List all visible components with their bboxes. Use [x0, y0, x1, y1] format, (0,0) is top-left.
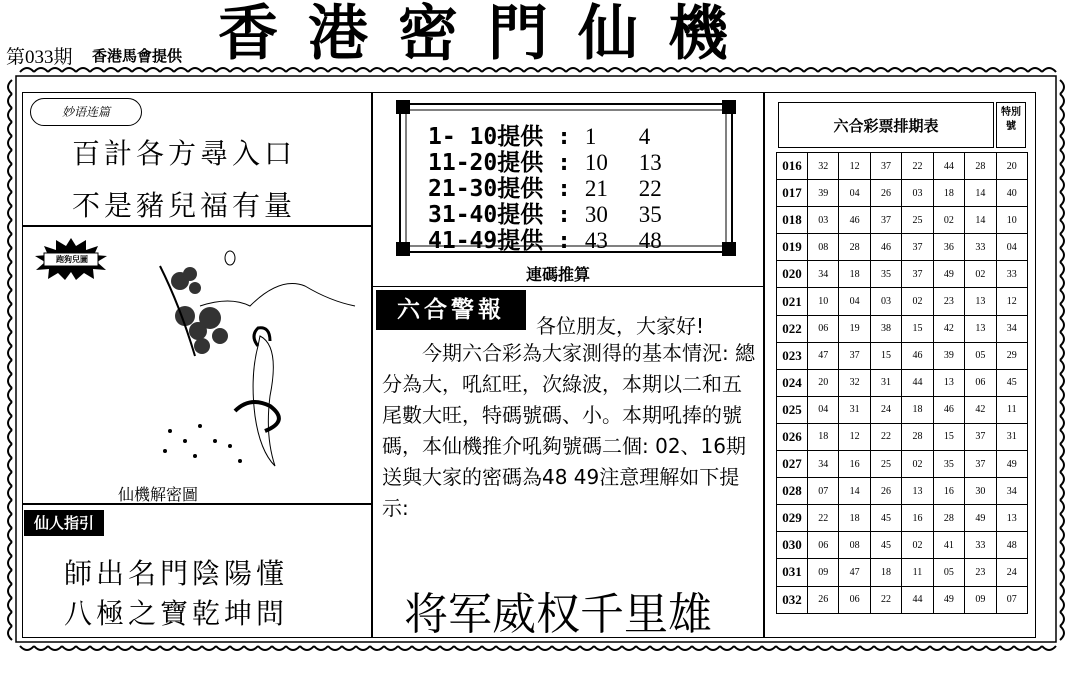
table-cell: 38: [870, 315, 901, 342]
table-cell: 10: [996, 207, 1027, 234]
burst-badge-label: 跑狗兒圖: [56, 255, 88, 264]
provide-num-a: 43: [584, 228, 608, 253]
table-cell: 13: [996, 505, 1027, 532]
table-row: [777, 261, 1028, 288]
table-cell: 49: [996, 451, 1027, 478]
table-cell: 22: [902, 153, 933, 180]
period-id: 021: [777, 288, 808, 315]
table-cell: 16: [902, 505, 933, 532]
table-cell: 36: [933, 234, 964, 261]
table-cell: 11: [996, 396, 1027, 423]
table-cell: 46: [870, 234, 901, 261]
table-cell: 29: [996, 342, 1027, 369]
table-row: [777, 451, 1028, 478]
verse-line-4: 八極之寶乾坤問: [64, 597, 289, 630]
table-cell: 45: [870, 505, 901, 532]
table-cell: 45: [996, 369, 1027, 396]
issue-source: 香港馬會提供: [92, 47, 183, 65]
slogan: 将军威权千里雄: [404, 589, 712, 640]
table-cell: 32: [808, 153, 839, 180]
table-cell: 49: [933, 586, 964, 613]
table-cell: 47: [839, 559, 870, 586]
period-id: 026: [777, 423, 808, 450]
table-cell: 04: [839, 180, 870, 207]
table-row: [777, 180, 1028, 207]
table-cell: 03: [808, 207, 839, 234]
period-id: 019: [777, 234, 808, 261]
period-id: 028: [777, 478, 808, 505]
provide-num-b: 4: [638, 124, 651, 149]
provide-range: 11-20提供: [428, 150, 544, 176]
table-cell: 18: [839, 505, 870, 532]
provide-num-b: 48: [638, 228, 662, 253]
table-cell: 42: [965, 396, 996, 423]
table-cell: 49: [965, 505, 996, 532]
table-cell: 28: [839, 234, 870, 261]
table-cell: 18: [902, 396, 933, 423]
table-row: [777, 288, 1028, 315]
table-cell: 31: [839, 396, 870, 423]
period-id: 024: [777, 369, 808, 396]
provide-colon: :: [557, 150, 571, 176]
table-cell: 15: [870, 342, 901, 369]
period-id: 032: [777, 586, 808, 613]
verse-line-3: 師出名門陰陽懂: [64, 557, 289, 590]
period-id: 023: [777, 342, 808, 369]
table-row: [777, 532, 1028, 559]
table-cell: 22: [870, 423, 901, 450]
provide-num-a: 30: [584, 202, 608, 227]
provide-num-a: 21: [584, 176, 608, 201]
table-cell: 44: [902, 369, 933, 396]
table-cell: 03: [902, 180, 933, 207]
table-row: [777, 207, 1028, 234]
table-cell: 28: [933, 505, 964, 532]
table-cell: 26: [808, 586, 839, 613]
table-title: 六合彩票排期表: [778, 102, 994, 148]
warning-greeting: 各位朋友，大家好!: [536, 314, 705, 338]
table-cell: 31: [996, 423, 1027, 450]
table-cell: 31: [870, 369, 901, 396]
table-cell: 23: [933, 288, 964, 315]
table-cell: 42: [933, 315, 964, 342]
period-id: 017: [777, 180, 808, 207]
table-cell: 35: [933, 451, 964, 478]
table-cell: 04: [839, 288, 870, 315]
table-cell: 46: [839, 207, 870, 234]
table-cell: 37: [965, 423, 996, 450]
period-id: 022: [777, 315, 808, 342]
table-cell: 04: [808, 396, 839, 423]
table-cell: 34: [996, 478, 1027, 505]
table-cell: 18: [839, 261, 870, 288]
table-cell: 09: [965, 586, 996, 613]
provide-colon: :: [557, 228, 571, 254]
table-cell: 13: [965, 315, 996, 342]
table-cell: 19: [839, 315, 870, 342]
table-row: [777, 315, 1028, 342]
table-cell: 08: [839, 532, 870, 559]
table-cell: 07: [808, 478, 839, 505]
provide-num-b: 13: [638, 150, 662, 175]
table-cell: 30: [965, 478, 996, 505]
table-cell: 37: [902, 234, 933, 261]
provide-num-a: 10: [584, 150, 608, 175]
table-cell: 20: [808, 369, 839, 396]
table-cell: 35: [870, 261, 901, 288]
badge-label: 妙语连篇: [30, 98, 142, 126]
table-row: [777, 505, 1028, 532]
table-cell: 39: [808, 180, 839, 207]
table-cell: 02: [933, 207, 964, 234]
table-cell: 22: [808, 505, 839, 532]
period-id: 025: [777, 396, 808, 423]
table-row: [777, 478, 1028, 505]
table-cell: 18: [870, 559, 901, 586]
table-cell: 44: [902, 586, 933, 613]
table-cell: 06: [808, 532, 839, 559]
period-id: 029: [777, 505, 808, 532]
table-cell: 18: [808, 423, 839, 450]
provide-colon: :: [557, 124, 571, 150]
table-row: [777, 234, 1028, 261]
table-cell: 25: [902, 207, 933, 234]
table-cell: 13: [965, 288, 996, 315]
provide-range: 1- 10提供: [428, 124, 544, 150]
table-cell: 15: [933, 423, 964, 450]
table-cell: 11: [902, 559, 933, 586]
table-cell: 37: [965, 451, 996, 478]
table-cell: 02: [902, 532, 933, 559]
table-cell: 02: [965, 261, 996, 288]
table-cell: 03: [870, 288, 901, 315]
table-cell: 34: [808, 261, 839, 288]
table-cell: 12: [839, 423, 870, 450]
table-cell: 18: [933, 180, 964, 207]
table-cell: 12: [839, 153, 870, 180]
provide-num-b: 22: [638, 176, 662, 201]
issue-number: 第033期: [6, 47, 73, 68]
table-cell: 10: [808, 288, 839, 315]
table-cell: 28: [902, 423, 933, 450]
table-cell: 46: [933, 396, 964, 423]
table-cell: 12: [996, 288, 1027, 315]
table-cell: 33: [965, 532, 996, 559]
period-id: 016: [777, 153, 808, 180]
table-cell: 41: [933, 532, 964, 559]
table-cell: 49: [933, 261, 964, 288]
table-cell: 05: [965, 342, 996, 369]
illustration-caption: 仙機解密圖: [118, 485, 199, 504]
table-cell: 07: [996, 586, 1027, 613]
page-title: 香港密門仙機: [218, 0, 758, 69]
table-side-label: 特別號: [996, 102, 1026, 148]
table-cell: 14: [965, 180, 996, 207]
table-cell: 13: [933, 369, 964, 396]
table-cell: 26: [870, 180, 901, 207]
provide-range: 31-40提供: [428, 202, 544, 228]
schedule-table: [776, 152, 1028, 614]
table-row: [777, 559, 1028, 586]
verse-line-1: 百計各方尋入口: [72, 137, 297, 170]
table-cell: 15: [902, 315, 933, 342]
period-id: 030: [777, 532, 808, 559]
table-cell: 34: [808, 451, 839, 478]
provide-range: 21-30提供: [428, 176, 544, 202]
table-cell: 02: [902, 288, 933, 315]
table-cell: 45: [870, 532, 901, 559]
table-cell: 14: [965, 207, 996, 234]
table-cell: 02: [902, 451, 933, 478]
provide-colon: :: [557, 202, 571, 228]
provide-colon: :: [557, 176, 571, 202]
table-cell: 39: [933, 342, 964, 369]
provide-range: 41-49提供: [428, 228, 544, 254]
table-cell: 32: [839, 369, 870, 396]
table-cell: 09: [808, 559, 839, 586]
table-cell: 37: [870, 153, 901, 180]
table-cell: 23: [965, 559, 996, 586]
table-cell: 22: [870, 586, 901, 613]
table-cell: 08: [808, 234, 839, 261]
table-row: [777, 342, 1028, 369]
table-cell: 37: [839, 342, 870, 369]
table-cell: 04: [996, 234, 1027, 261]
table-cell: 37: [870, 207, 901, 234]
table-cell: 33: [965, 234, 996, 261]
table-cell: 06: [839, 586, 870, 613]
period-id: 027: [777, 451, 808, 478]
middle-divider: [372, 286, 764, 287]
table-cell: 44: [933, 153, 964, 180]
warning-body: 今期六合彩為大家測得的基本情況: 總分為大，吼紅旺，次綠波，本期以二和五尾數大旺，特碼號碼、小。本期吼捧的號碼，本仙機推介吼夠號碼二個: 02、16期送與大家的密碼為48 49注意理解如下提示:: [382, 341, 756, 520]
table-cell: 06: [965, 369, 996, 396]
table-row: [777, 153, 1028, 180]
table-cell: 24: [996, 559, 1027, 586]
table-cell: 13: [902, 478, 933, 505]
provide-num-b: 35: [638, 202, 662, 227]
table-row: [777, 423, 1028, 450]
table-cell: 16: [839, 451, 870, 478]
period-id: 018: [777, 207, 808, 234]
table-row: [777, 369, 1028, 396]
provide-row: [428, 222, 662, 255]
table-row: [777, 586, 1028, 613]
guide-label: 仙人指引: [24, 510, 104, 536]
table-cell: 34: [996, 315, 1027, 342]
provide-footer: 連碼推算: [526, 265, 591, 284]
table-cell: 40: [996, 180, 1027, 207]
table-cell: 33: [996, 261, 1027, 288]
illustration-image: [140, 246, 360, 476]
table-cell: 46: [902, 342, 933, 369]
verse-line-2: 不是豬兒福有量: [72, 189, 297, 222]
table-cell: 05: [933, 559, 964, 586]
table-cell: 20: [996, 153, 1027, 180]
table-cell: 37: [902, 261, 933, 288]
table-cell: 24: [870, 396, 901, 423]
table-cell: 14: [839, 478, 870, 505]
table-cell: 25: [870, 451, 901, 478]
table-cell: 28: [965, 153, 996, 180]
warning-label: 六合警報: [376, 290, 526, 330]
table-cell: 47: [808, 342, 839, 369]
table-cell: 26: [870, 478, 901, 505]
table-cell: 16: [933, 478, 964, 505]
provide-num-a: 1: [584, 124, 597, 149]
table-row: [777, 396, 1028, 423]
period-id: 031: [777, 559, 808, 586]
table-cell: 06: [808, 315, 839, 342]
period-id: 020: [777, 261, 808, 288]
table-cell: 48: [996, 532, 1027, 559]
